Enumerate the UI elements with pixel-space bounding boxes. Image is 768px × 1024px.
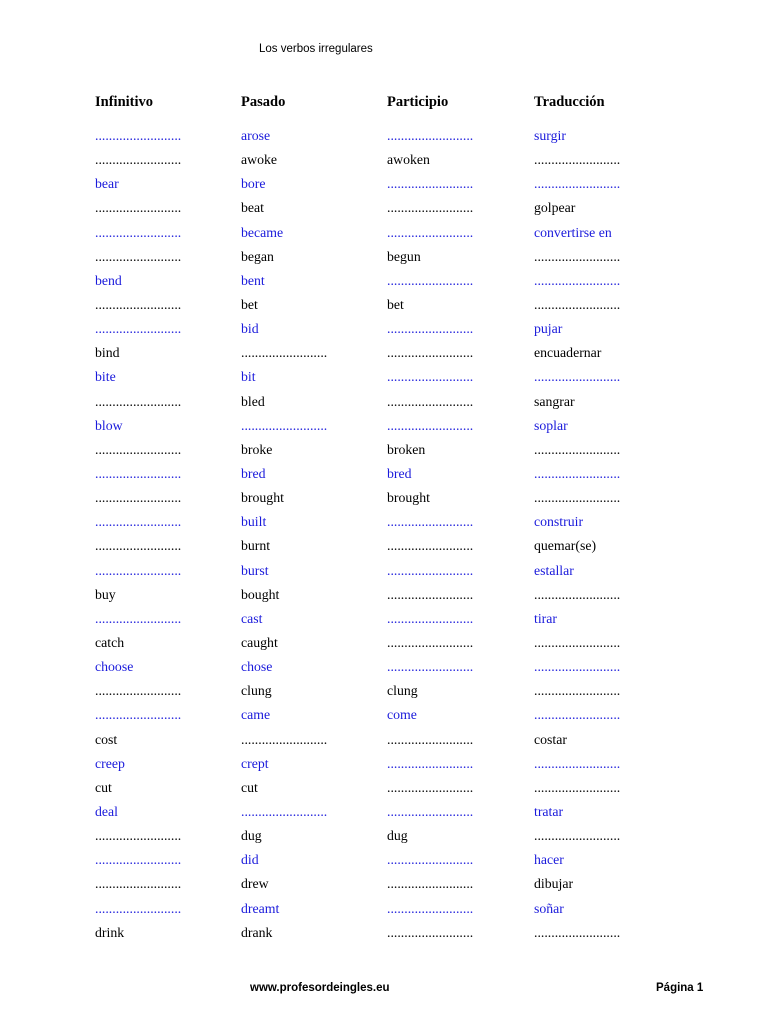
infinitivo-cell: drink <box>95 924 125 940</box>
traduccion-cell: ......................... <box>534 176 621 192</box>
traduccion-cell: tratar <box>534 803 564 819</box>
pasado-cell: arose <box>241 128 271 143</box>
infinitivo-cell: ......................... <box>95 683 182 699</box>
table-row <box>0 826 768 850</box>
header-infinitivo: Infinitivo <box>95 94 154 110</box>
table-row <box>0 126 768 150</box>
pasado-cell: bet <box>241 296 258 312</box>
traduccion-cell: ......................... <box>534 248 621 264</box>
pasado-cell: ......................... <box>241 731 328 747</box>
table-row <box>0 295 768 319</box>
table-row <box>0 319 768 343</box>
table-row <box>0 198 768 222</box>
table-row <box>0 392 768 416</box>
infinitivo-cell: ......................... <box>95 900 182 916</box>
participio-cell: ......................... <box>387 321 474 337</box>
pasado-cell: bent <box>241 272 265 288</box>
traduccion-cell: ......................... <box>534 707 621 723</box>
pasado-cell: chose <box>241 659 273 675</box>
pasado-cell: bled <box>241 393 265 409</box>
table-row <box>0 730 768 754</box>
pasado-cell: burst <box>241 562 269 578</box>
traduccion-cell: ......................... <box>534 683 621 699</box>
infinitivo-cell: ......................... <box>95 852 182 868</box>
traduccion-cell: hacer <box>534 852 564 868</box>
infinitivo-cell: ......................... <box>95 465 182 481</box>
participio-cell: ......................... <box>387 128 474 143</box>
participio-cell: ......................... <box>387 900 474 916</box>
participio-cell: ......................... <box>387 731 474 747</box>
pasado-cell: became <box>241 224 284 240</box>
infinitivo-cell: ......................... <box>95 200 182 216</box>
participio-cell: ......................... <box>387 610 474 626</box>
traduccion-cell: costar <box>534 731 567 747</box>
table-row <box>0 416 768 440</box>
participio-cell: brought <box>387 490 430 506</box>
table-row <box>0 899 768 923</box>
pasado-cell: bit <box>241 369 256 385</box>
pasado-cell: bred <box>241 465 266 481</box>
pasado-cell: built <box>241 514 267 530</box>
infinitivo-cell: ......................... <box>95 610 182 626</box>
table-row <box>0 874 768 898</box>
infinitivo-cell: ......................... <box>95 538 182 554</box>
participio-cell: ......................... <box>387 538 474 554</box>
traduccion-cell: convertirse en <box>534 224 612 240</box>
pasado-cell: did <box>241 852 259 868</box>
footer-page-number: Página 1 <box>656 982 704 994</box>
participio-cell: begun <box>387 248 421 264</box>
infinitivo-cell: choose <box>95 659 134 675</box>
header-pasado: Pasado <box>241 94 286 110</box>
participio-cell: clung <box>387 683 418 699</box>
participio-cell: dug <box>387 828 408 844</box>
pasado-cell: broke <box>241 441 273 457</box>
participio-cell: awoken <box>387 152 430 168</box>
traduccion-cell: ......................... <box>534 490 621 506</box>
participio-cell: ......................... <box>387 224 474 240</box>
table-row <box>0 512 768 536</box>
traduccion-cell: soplar <box>534 417 568 433</box>
infinitivo-cell: bite <box>95 369 116 385</box>
traduccion-cell: ......................... <box>534 924 621 940</box>
traduccion-cell: encuadernar <box>534 345 602 361</box>
table-row <box>0 150 768 174</box>
participio-cell: come <box>387 707 417 723</box>
header-traduccion: Traducción <box>534 94 605 110</box>
infinitivo-cell: cost <box>95 731 118 747</box>
traduccion-cell: surgir <box>534 128 566 143</box>
participio-cell: ......................... <box>387 755 474 771</box>
infinitivo-cell: ......................... <box>95 321 182 337</box>
traduccion-cell: golpear <box>534 200 576 216</box>
traduccion-cell: ......................... <box>534 152 621 168</box>
infinitivo-cell: ......................... <box>95 128 182 143</box>
pasado-cell: dreamt <box>241 900 280 916</box>
participio-cell: ......................... <box>387 634 474 650</box>
table-row <box>0 488 768 512</box>
pasado-cell: ......................... <box>241 345 328 361</box>
traduccion-cell: tirar <box>534 610 557 626</box>
participio-cell: ......................... <box>387 803 474 819</box>
participio-cell: ......................... <box>387 176 474 192</box>
infinitivo-cell: ......................... <box>95 828 182 844</box>
page-title: Los verbos irregulares <box>259 43 373 55</box>
infinitivo-cell: ......................... <box>95 876 182 892</box>
table-row <box>0 223 768 247</box>
traduccion-cell: ......................... <box>534 634 621 650</box>
pasado-cell: ......................... <box>241 417 328 433</box>
infinitivo-cell: ......................... <box>95 707 182 723</box>
participio-cell: ......................... <box>387 514 474 530</box>
pasado-cell: bought <box>241 586 280 602</box>
pasado-cell: bid <box>241 321 259 337</box>
infinitivo-cell: cut <box>95 779 112 795</box>
pasado-cell: awoke <box>241 152 278 168</box>
participio-cell: ......................... <box>387 417 474 433</box>
infinitivo-cell: ......................... <box>95 248 182 264</box>
pasado-cell: cast <box>241 610 263 626</box>
table-row <box>0 754 768 778</box>
infinitivo-cell: ......................... <box>95 393 182 409</box>
infinitivo-cell: ......................... <box>95 490 182 506</box>
pasado-cell: dug <box>241 828 262 844</box>
infinitivo-cell: buy <box>95 586 116 602</box>
participio-cell: ......................... <box>387 200 474 216</box>
traduccion-cell: construir <box>534 514 584 530</box>
participio-cell: ......................... <box>387 369 474 385</box>
participio-cell: ......................... <box>387 924 474 940</box>
table-row <box>0 367 768 391</box>
pasado-cell: burnt <box>241 538 271 554</box>
traduccion-cell: ......................... <box>534 828 621 844</box>
traduccion-cell: ......................... <box>534 272 621 288</box>
infinitivo-cell: bind <box>95 345 120 361</box>
traduccion-cell: sangrar <box>534 393 575 409</box>
table-row <box>0 705 768 729</box>
table-row <box>0 923 768 947</box>
table-row <box>0 271 768 295</box>
participio-cell: ......................... <box>387 272 474 288</box>
traduccion-cell: quemar(se) <box>534 538 597 554</box>
infinitivo-cell: deal <box>95 803 118 819</box>
participio-cell: ......................... <box>387 562 474 578</box>
table-row <box>0 633 768 657</box>
participio-cell: broken <box>387 441 426 457</box>
pasado-cell: caught <box>241 634 278 650</box>
traduccion-cell: dibujar <box>534 876 574 892</box>
infinitivo-cell: ......................... <box>95 514 182 530</box>
traduccion-cell: ......................... <box>534 755 621 771</box>
pasado-cell: clung <box>241 683 272 699</box>
table-row <box>0 464 768 488</box>
participio-cell: ......................... <box>387 779 474 795</box>
pasado-cell: crept <box>241 755 269 771</box>
participio-cell: bet <box>387 296 404 312</box>
traduccion-cell: ......................... <box>534 369 621 385</box>
infinitivo-cell: ......................... <box>95 562 182 578</box>
infinitivo-cell: catch <box>95 634 125 650</box>
table-row <box>0 657 768 681</box>
pasado-cell: drank <box>241 924 273 940</box>
table-row <box>0 440 768 464</box>
table-row <box>0 778 768 802</box>
table-row <box>0 802 768 826</box>
participio-cell: bred <box>387 465 412 481</box>
pasado-cell: ......................... <box>241 803 328 819</box>
footer-website: www.profesordeingles.eu <box>250 982 390 994</box>
traduccion-cell: ......................... <box>534 659 621 675</box>
participio-cell: ......................... <box>387 876 474 892</box>
infinitivo-cell: ......................... <box>95 441 182 457</box>
header-participio: Participio <box>387 94 449 110</box>
participio-cell: ......................... <box>387 586 474 602</box>
traduccion-cell: ......................... <box>534 465 621 481</box>
traduccion-cell: ......................... <box>534 296 621 312</box>
pasado-cell: beat <box>241 200 264 216</box>
pasado-cell: bore <box>241 176 266 192</box>
pasado-cell: cut <box>241 779 258 795</box>
participio-cell: ......................... <box>387 659 474 675</box>
table-header <box>0 94 768 114</box>
table-row <box>0 850 768 874</box>
infinitivo-cell: bend <box>95 272 122 288</box>
table-row <box>0 247 768 271</box>
table-row <box>0 561 768 585</box>
pasado-cell: brought <box>241 490 284 506</box>
infinitivo-cell: creep <box>95 755 125 771</box>
infinitivo-cell: bear <box>95 176 119 192</box>
participio-cell: ......................... <box>387 852 474 868</box>
participio-cell: ......................... <box>387 393 474 409</box>
pasado-cell: began <box>241 248 274 264</box>
infinitivo-cell: blow <box>95 417 123 433</box>
infinitivo-cell: ......................... <box>95 296 182 312</box>
traduccion-cell: soñar <box>534 900 564 916</box>
infinitivo-cell: ......................... <box>95 152 182 168</box>
table-row <box>0 681 768 705</box>
traduccion-cell: ......................... <box>534 779 621 795</box>
traduccion-cell: ......................... <box>534 441 621 457</box>
table-row <box>0 174 768 198</box>
table-row <box>0 343 768 367</box>
pasado-cell: came <box>241 707 271 723</box>
table-row <box>0 536 768 560</box>
verb-table <box>0 126 768 947</box>
pasado-cell: drew <box>241 876 269 892</box>
traduccion-cell: estallar <box>534 562 574 578</box>
table-row <box>0 609 768 633</box>
traduccion-cell: ......................... <box>534 586 621 602</box>
table-row <box>0 585 768 609</box>
participio-cell: ......................... <box>387 345 474 361</box>
traduccion-cell: pujar <box>534 321 563 337</box>
infinitivo-cell: ......................... <box>95 224 182 240</box>
